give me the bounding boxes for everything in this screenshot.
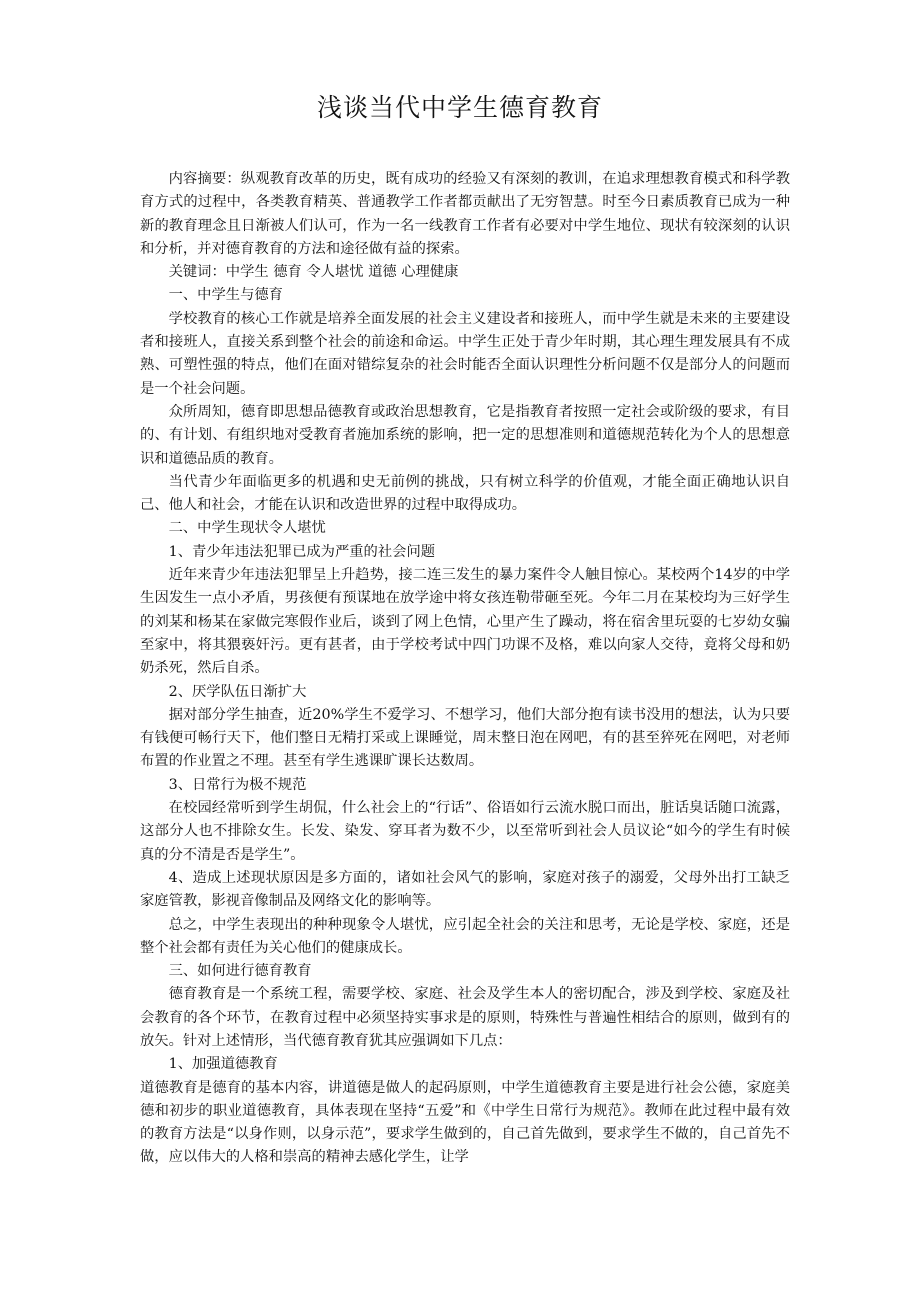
section-heading-2: 二、中学生现状令人堪忧 bbox=[168, 520, 326, 537]
subsection-heading-2-1: 1、青少年违法犯罪已成为严重的社会问题 bbox=[168, 543, 436, 560]
document-title: 浅谈当代中学生德育教育 bbox=[316, 93, 603, 122]
subsection-heading-2-3: 3、日常行为极不规范 bbox=[168, 776, 307, 793]
body-paragraph: 当代青少年面临更多的机遇和史无前例的挑战，只有树立科学的价值观，才能全面正确地认识自己、他人和社会，才能在认识和改造世界的过程中取得成功。 bbox=[140, 473, 790, 514]
body-paragraph: 近年来青少年违法犯罪呈上升趋势，接二连三发生的暴力案件令人触目惊心。某校两个14岁的中学生因发生一点小矛盾，男孩便有预谋地在放学途中将女孩连勒带砸至死。今年二月在某校均为三好学生的刘某和杨某在家做完寒假作业后，谈到了网上色情，心里产生了躁动，将在宿舍里玩耍的七岁幼女骗至家中，将其猥亵奸污。更有甚者，由于学校考试中四门功课不及格，难以向家人交待，竟将父母和奶奶杀死，然后自杀。 bbox=[140, 567, 790, 677]
section-heading-3: 三、如何进行德育教育 bbox=[168, 963, 312, 980]
subsection-heading-3-1: 1、加强道德教育 bbox=[168, 1056, 278, 1073]
section-heading-1: 一、中学生与德育 bbox=[168, 287, 283, 304]
body-paragraph: 众所周知，德育即思想品德教育或政治思想教育，它是指教育者按照一定社会或阶级的要求，有目的、有计划、有组织地对受教育者施加系统的影响，把一定的思想准则和道德规范转化为个人的思想意识和道德品质的教育。 bbox=[140, 403, 790, 467]
keywords-line: 关键词：中学生 德育 令人堪忧 道德 心理健康 bbox=[168, 264, 459, 281]
document-body bbox=[140, 168, 790, 1170]
body-paragraph: 总之，中学生表现出的种种现象令人堪忧，应引起全社会的关注和思考，无论是学校、家庭，还是整个社会都有责任为关心他们的健康成长。 bbox=[140, 916, 790, 956]
body-paragraph: 在校园经常听到学生胡侃，什么社会上的“行话”、俗语如行云流水脱口而出，脏话臭话随口流露，这部分人也不排除女生。长发、染发、穿耳者为数不少，以至常听到社会人员议论“如今的学生有时候真的分不清是否是学生”。 bbox=[140, 800, 790, 863]
body-paragraph: 德育教育是一个系统工程，需要学校、家庭、社会及学生本人的密切配合，涉及到学校、家庭及社会教育的各个环节，在教育过程中必须坚持实事求是的原则，特殊性与普遍性相结合的原则，做到有的放矢。针对上述情形，当代德育教育犹其应强调如下几点： bbox=[140, 986, 790, 1049]
abstract-paragraph: 内容摘要：纵观教育改革的历史，既有成功的经验又有深刻的教训，在追求理想教育模式和科学教育方式的过程中，各类教育精英、普通教学工作者都贡献出了无穷智慧。时至今日素质教育已成为一种新的教育理念且日渐被人们认可，作为一名一线教育工作者有必要对中学生地位、现状有较深刻的认识和分析，并对德育教育的方法和途径做有益的探索。 bbox=[140, 171, 790, 257]
body-paragraph: 学校教育的核心工作就是培养全面发展的社会主义建设者和接班人，而中学生就是未来的主要建设者和接班人，直接关系到整个社会的前途和命运。中学生正处于青少年时期，其心理生理发展具有不成熟、可塑性强的特点，他们在面对错综复杂的社会时能否全面认识理性分析问题不仅是部分人的问题而是一个社会问题。 bbox=[140, 310, 790, 397]
body-paragraph: 据对部分学生抽查，近20%学生不爱学习、不想学习，他们大部分抱有读书没用的想法，认为只要有钱便可畅行天下，他们整日无精打采或上课睡觉，周末整日泡在网吧，有的甚至猝死在网吧，对老师布置的作业置之不理。甚至有学生逃课旷课长达数周。 bbox=[140, 706, 790, 770]
body-paragraph: 4、造成上述现状原因是多方面的，诸如社会风气的影响，家庭对孩子的溺爱，父母外出打工缺乏家庭管教，影视音像制品及网络文化的影响等。 bbox=[140, 869, 790, 910]
body-paragraph: 道德教育是德育的基本内容，讲道德是做人的起码原则，中学生道德教育主要是进行社会公德，家庭美德和初步的职业道德教育，具体表现在坚持“五爱”和《中学生日常行为规范》。教师在此过程中最有效的教育方法是“以身作则，以身示范”，要求学生做到的，自己首先做到，要求学生不做的，自己首先不做，应以伟大的人格和崇高的精神去感化学生，让学 bbox=[140, 1079, 790, 1166]
subsection-heading-2-2: 2、厌学队伍日渐扩大 bbox=[168, 683, 307, 700]
